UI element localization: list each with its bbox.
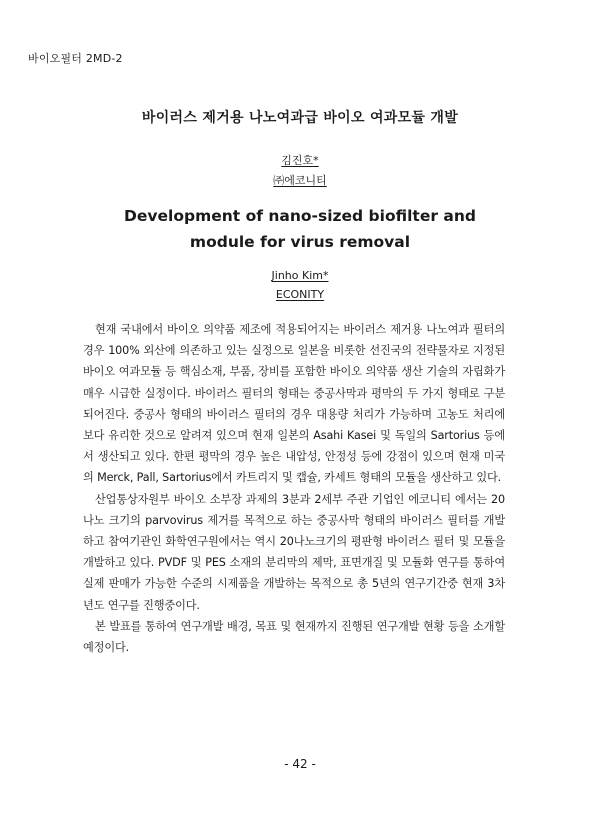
session-header: 바이오필터 2MD-2 (28, 52, 123, 65)
abstract-body (83, 319, 505, 658)
english-affiliation (0, 288, 600, 301)
english-title: Development of nano-sized biofilter and module for virus removal (124, 207, 476, 251)
korean-author-name: 김진호* (281, 154, 319, 167)
korean-title: 바이러스 제거용 나노여과급 바이오 여과모듈 개발 (141, 110, 459, 126)
english-author (0, 269, 600, 282)
english-author-name: Jinho Kim* (271, 269, 329, 282)
korean-author (0, 152, 600, 168)
page-number: - 42 - (284, 757, 316, 771)
abstract-paragraph: 산업통상자원부 바이오 소부장 과제의 3분과 2세부 주관 기업인 에코니티 에서는 20나노 크기의 parvovirus 제거를 목적으로 하는 중공사막 형태의 바이러스 필터를 개발하고 참여기관인 화학연구원에서는 역시 20나노크기의 평판형 바이러스 필터 및 모듈을 개발하고 있다. PVDF 및 PES 소재의 분리막의 제막, 표면개질 및 모듈화 연구를 통하여 실제 판매가 가능한 수준의 시제품을 개발하는 목적으로 총 5년의 연구기간중 현재 3차년도 연구를 진행중이다. (83, 492, 505, 612)
korean-affiliation-name: ㈜에코니티 (273, 174, 327, 187)
korean-affiliation (0, 172, 600, 188)
english-affiliation-name: ECONITY (275, 288, 325, 301)
abstract-paragraph: 본 발표를 통하여 연구개발 배경, 목표 및 현재까지 진행된 연구개발 현황 등을 소개할 예정이다. (83, 619, 505, 655)
abstract-paragraph: 현재 국내에서 바이오 의약품 제조에 적용되어지는 바이러스 제거용 나노여과 필터의 경우 100% 외산에 의존하고 있는 실정으로 일본을 비롯한 선진국의 전략물자로 지정된 바이오 여과모듈 등 핵심소재, 부품, 장비를 포함한 바이오 의약품 생산 기술의 자립화가 매우 시급한 실정이다. 바이러스 필터의 형태는 중공사막과 평막의 두 가지 형태로 구분되어진다. 중공사 형태의 바이러스 필터의 경우 대용량 처리가 가능하며 고농도 처리에 보다 유리한 것으로 알려져 있으며 현재 일본의 Asahi Kasei 및 독일의 Sartorius 등에서 생산되고 있다. 한편 평막의 경우 높은 내압성, 안정성 등에 강점이 있으며 현재 미국의 Merck, Pall, Sartorius에서 카트리지 및 캡슐, 카세트 형태의 모듈을 생산하고 있다. (83, 323, 505, 485)
